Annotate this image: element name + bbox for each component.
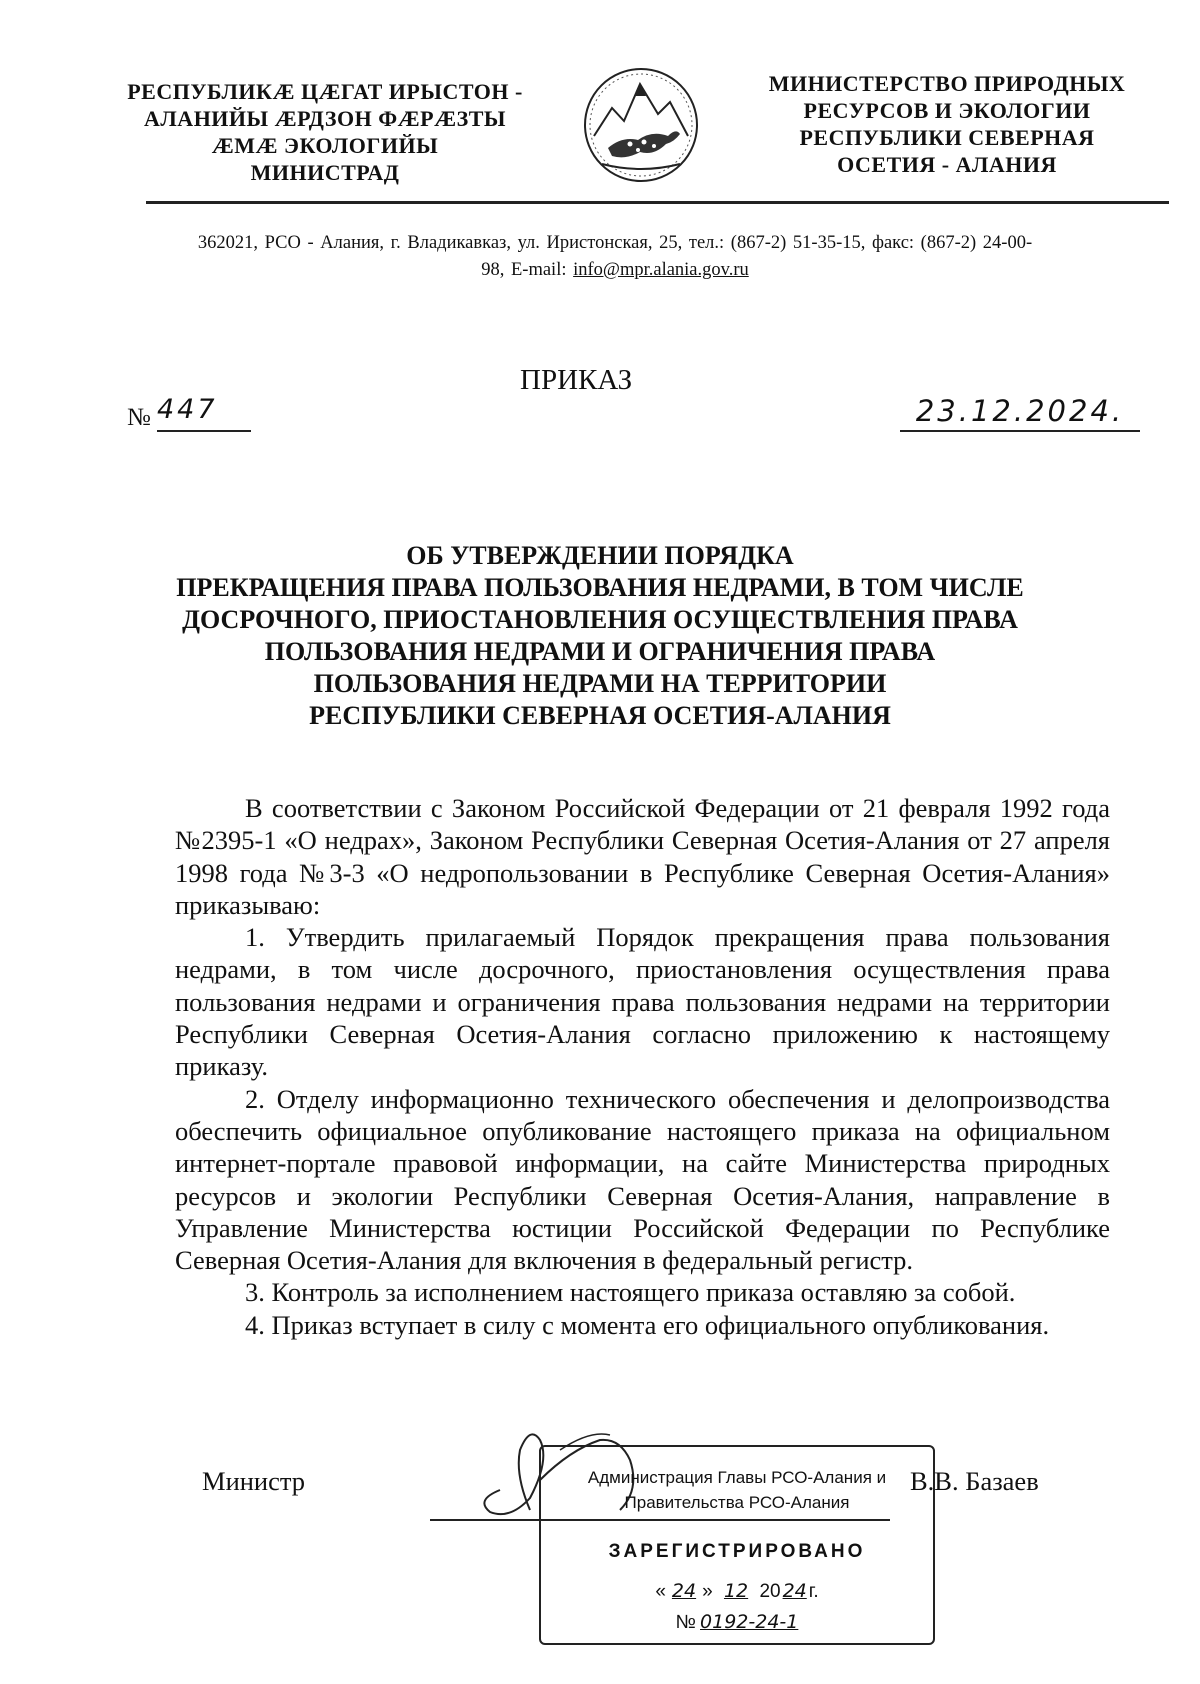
- clause-3: 3. Контроль за исполнением настоящего приказа оставляю за собой.: [245, 1277, 1016, 1308]
- stamp-number: [541, 1611, 933, 1634]
- stamp-year-unit: г.: [808, 1581, 819, 1602]
- header-left-line: АЛАНИЙЫ ӔРДЗОН ФӔРӔЗТЫ: [144, 106, 506, 131]
- stamp-number-value: 0192-24-1: [700, 1611, 799, 1633]
- header-right-line: РЕСПУБЛИКИ СЕВЕРНАЯ: [799, 125, 1095, 150]
- emblem-icon: [582, 66, 700, 184]
- signatory-name: В.В. Базаев: [910, 1466, 1039, 1496]
- header-right-line: РЕСУРСОВ И ЭКОЛОГИИ: [803, 98, 1091, 123]
- order-body: [175, 792, 1110, 1341]
- heading-line: ПРЕКРАЩЕНИЯ ПРАВА ПОЛЬЗОВАНИЯ НЕДРАМИ, В ТОМ ЧИСЛЕ: [176, 573, 1024, 602]
- clause-1: 1. Утвердить прилагаемый Порядок прекращения права пользования недрами, в том числе досрочного, приостановления осуществления права пользования недрами и ограничения права пользования недрами на территории Республики Северная Осетия-Алания согласно приложению к настоящему приказу.: [175, 922, 1110, 1082]
- order-number: 447: [157, 394, 251, 432]
- address-line: 362021, РСО - Алания, г. Владикавказ, ул. Иристонская, 25, тел.: (867-2) 51-35-15, факс: (867-2) 24-00-: [197, 233, 1033, 253]
- order-heading: [150, 540, 1050, 732]
- stamp-year-prefix: 20: [759, 1581, 781, 1602]
- stamp-org-line: Администрация Главы РСО-Алания и: [587, 1468, 887, 1487]
- clause-4: 4. Приказ вступает в силу с момента его официального опубликования.: [245, 1309, 1050, 1340]
- header-left-line: МИНИСТРАД: [250, 160, 400, 185]
- heading-line: РЕСПУБЛИКИ СЕВЕРНАЯ ОСЕТИЯ-АЛАНИЯ: [309, 701, 891, 730]
- stamp-month: 12: [723, 1580, 749, 1602]
- order-date: 23.12.2024.: [900, 394, 1140, 432]
- address-email-label: 98, E-mail:: [481, 260, 574, 280]
- address-line-2: [100, 257, 1130, 284]
- header-right-russian: [752, 70, 1142, 178]
- heading-line: ПОЛЬЗОВАНИЯ НЕДРАМИ НА ТЕРРИТОРИИ: [313, 669, 887, 698]
- stamp-quote: «: [655, 1581, 666, 1602]
- header-left-line: ӔМӔ ЭКОЛОГИЙЫ: [211, 133, 439, 158]
- registration-stamp: [539, 1445, 935, 1645]
- heading-line: ДОСРОЧНОГО, ПРИОСТАНОВЛЕНИЯ ОСУЩЕСТВЛЕНИЯ ПРАВА: [182, 605, 1018, 634]
- stamp-date: [541, 1580, 933, 1603]
- header-left-ossetian: [110, 78, 540, 186]
- email-link[interactable]: info@mpr.alania.gov.ru: [573, 260, 749, 280]
- heading-line: ПОЛЬЗОВАНИЯ НЕДРАМИ И ОГРАНИЧЕНИЯ ПРАВА: [264, 637, 936, 666]
- stamp-year-suffix: 24: [782, 1580, 807, 1602]
- stamp-org-line: Правительства РСО-Алания: [624, 1493, 850, 1512]
- preamble-paragraph: В соответствии с Законом Российской Федерации от 21 февраля 1992 года №2395-1 «О недрах», Законом Республики Северная Осетия-Алания от 27 апреля 1998 года №3-3 «О недропользовании в Республике Северная Осетия-Алания» приказываю:: [175, 793, 1110, 920]
- stamp-quote: »: [702, 1581, 713, 1602]
- address-block: [100, 230, 1130, 284]
- stamp-status: ЗАРЕГИСТРИРОВАНО: [608, 1541, 866, 1562]
- stamp-organization: [541, 1465, 933, 1515]
- header-divider: [146, 201, 1169, 204]
- order-number-label: №: [127, 404, 151, 431]
- header-right-line: МИНИСТЕРСТВО ПРИРОДНЫХ: [768, 71, 1126, 96]
- stamp-number-label: №: [675, 1612, 697, 1633]
- document-title: ПРИКАЗ: [520, 364, 633, 396]
- header-left-line: РЕСПУБЛИКӔ ЦӔГАТ ИРЫСТОН -: [127, 79, 523, 104]
- heading-line: ОБ УТВЕРЖДЕНИИ ПОРЯДКА: [406, 541, 794, 570]
- clause-2: 2. Отделу информационно технического обеспечения и делопроизводства обеспечить официальное опубликование настоящего приказа на официальном интернет-портале правовой информации, на сайте Министерства природных ресурсов и экологии Республики Северная Осетия-Алания, направление в Управление Министерства юстиции Российской Федерации по Республике Северная Осетия-Алания для включения в федеральный регистр.: [175, 1083, 1110, 1276]
- header-right-line: ОСЕТИЯ - АЛАНИЯ: [837, 152, 1057, 177]
- signatory-position: Министр: [202, 1466, 306, 1496]
- stamp-day: 24: [671, 1580, 697, 1602]
